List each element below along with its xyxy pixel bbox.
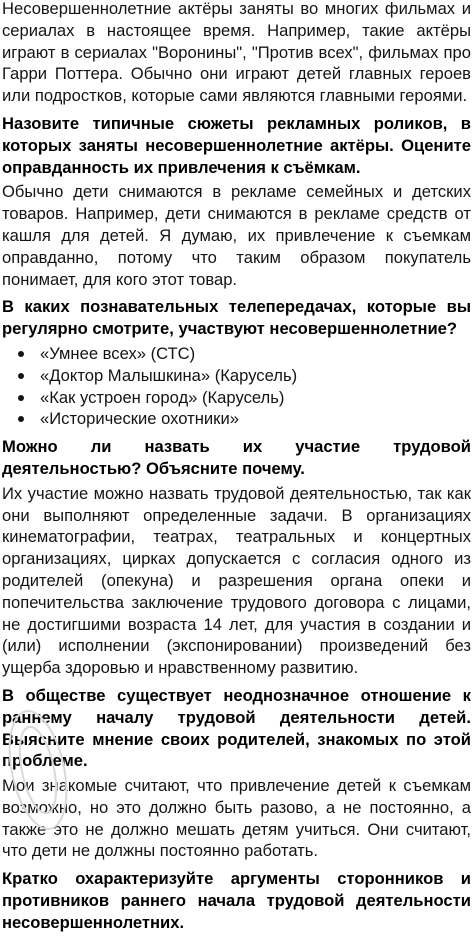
answer-1: Обычно дети снимаются в рекламе семейных и детских товаров. Например, дети снимаются в рекламе средств от кашля для детей. Я думаю, их привлечение к съемкам оправданно, потому что таким образом покупатель понимает, для кого этот товар. [2,182,471,289]
list-item-text: «Исторические охотники» [40,409,239,429]
bullet-icon [18,416,24,422]
list-item [2,387,471,409]
shows-list [2,343,471,430]
answer-3: Их участие можно назвать трудовой деятельностью, так как они выполняют определенные задачи. В организациях кинематографии, театрах, театральных и концертных организациях, цирках допускается с согласия одного из родителей (опекуна) и разрешения органа опеки и попечительства заключение трудового договора с лицами, не достигшими возраста 14 лет, для участия в создании и (или) исполнении (экспонировании) произведений без ущерба здоровью и нравственному развитию. [2,483,471,678]
answer-4: Мои знакомые считают, что привлечение детей к съемкам возможно, но это должно быть разово, а не постоянно, а также это не должно мешать детям учиться. Они считают, что дети не должны постоянно работать. [2,776,471,861]
question-4: В обществе существует неоднозначное отношение к раннему началу трудовой деятельности детей. Выясните мнение своих родителей, знакомых по этой проблеме. [2,685,471,771]
bullet-icon [18,395,24,401]
bullet-icon [18,373,24,379]
question-5: Кратко охарактеризуйте аргументы сторонников и противников раннего начала трудовой деятельности несовершеннолетних. [2,869,471,932]
bullet-icon [18,351,24,357]
question-1: Назовите типичные сюжеты рекламных роликов, в которых заняты несовершеннолетние актёры. Оцените оправданность их привлечения к съёмкам. [2,113,471,177]
list-item-text: «Как устроен город» (Карусель) [40,387,285,407]
question-3: Можно ли назвать их участие трудовой деятельностью? Объясните почему. [2,437,471,478]
list-item-text: «Умнее всех» (СТС) [40,343,196,363]
question-2: В каких познавательных телепередачах, которые вы регулярно смотрите, участвуют несовершеннолетние? [2,297,471,339]
list-item-text: «Доктор Малышкина» (Карусель) [40,365,298,385]
list-item [2,365,471,387]
intro-paragraph: Несовершеннолетние актёры заняты во многих фильмах и сериалах в настоящее время. Например, такие актёры играют в сериалах "Воронины", "Против всех", фильмах про Гарри Поттера. Обычно они играют детей главных героев или подростков, которые сами являются главными героями. [2,0,471,106]
list-item [2,408,471,430]
list-item [2,343,471,365]
